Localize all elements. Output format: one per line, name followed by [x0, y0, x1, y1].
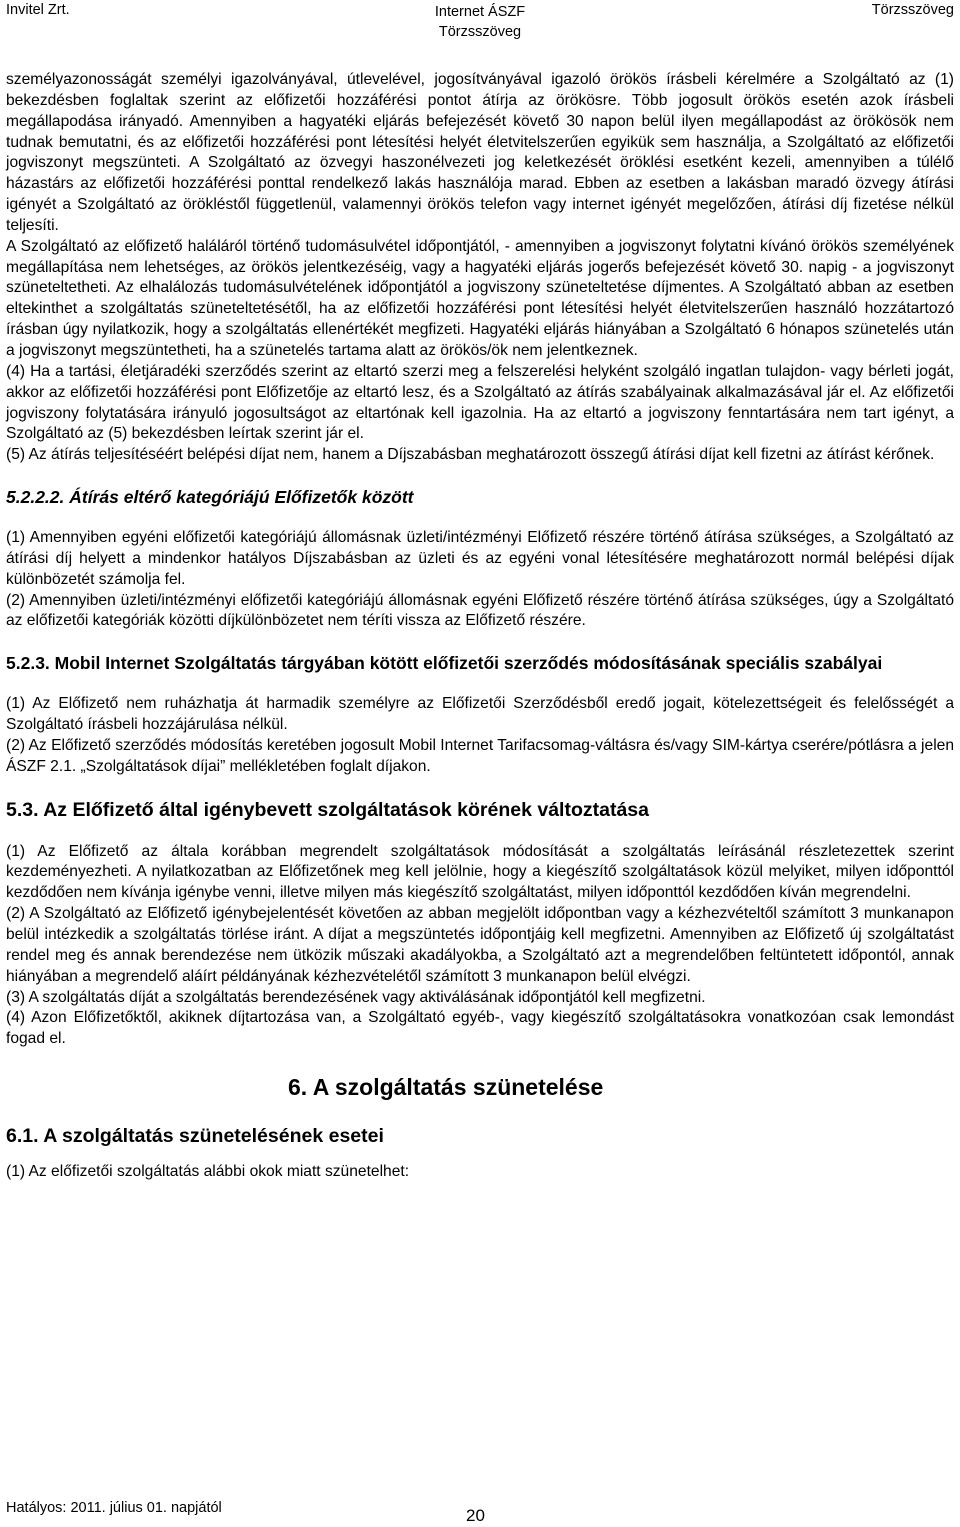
footer-effective-date: Hatályos: 2011. július 01. napjától — [6, 1500, 222, 1516]
paragraph: (1) Az Előfizető az általa korábban megrendelt szolgáltatások módosítását a szolgáltatás leírásánál részletezettek szerint kezdeményezheti. A nyilatkozatban az Előfizetőnek meg kell jelölnie, hogy a kiegészítő szolgáltatások közül melyiket, milyen időponttól kezdődően nem kívánja igénybe venni, illetve milyen más kiegészítő szolgáltatást, milyen időponttól kezdődően kíván megrendelni. — [6, 842, 954, 902]
header-center — [390, 2, 570, 42]
paragraph: (1) Az előfizetői szolgáltatás alábbi okok miatt szünetelhet: — [6, 1163, 410, 1181]
paragraph: személyazonosságát személyi igazolványával, útlevelével, jogosítványával igazoló örökös írásbeli kérelmére a Szolgáltató az (1) bekezdésben foglaltak szerint az előfizetői hozzáférési pontot átírja az örökösre. Több jogosult örökös esetén azok írásbeli megállapodása irányadó. Amennyiben a hagyatéki eljárás befejezését követő 30 napon belül ilyen megállapodást az örökösök nem tudnak bemutatni, és az előfizetői hozzáférési pont létesítési helyét életvitelszerűen egyikük sem használja, a Szolgáltató az előfizetői jogviszonyt megszünteti. A Szolgáltató az özvegyi haszonélvezeti jog keletkezését öröklési esetként kezeli, amennyiben a túlélő házastárs az előfizetői hozzáférési ponttal rendelkező lakás használója marad. Ebben az esetben a lakásban maradó özvegy átírási igényét a Szolgáltató az örökléstől függetlenül, valamennyi örökös telefon vagy internet igényét megelőzően, átírási díj fizetése nélkül teljesíti. — [6, 71, 954, 234]
header-company: Invitel Zrt. — [6, 2, 70, 18]
section-heading-5222: 5.2.2.2. Átírás eltérő kategóriájú Előfizetők között — [6, 487, 414, 508]
header-doc-subtitle: Törzsszöveg — [438, 24, 522, 40]
paragraph: (1) Az Előfizető nem ruházhatja át harmadik személyre az Előfizetői Szerződésből eredő jogait, kötelezettségeit és felelősségét a Szolgáltató írásbeli hozzájárulása nélkül. — [6, 695, 954, 734]
paragraph: (4) Azon Előfizetőktől, akiknek díjtartozása van, a Szolgáltató egyéb-, vagy kiegészítő szolgáltatásokra vonatkozóan csak lemondást fogad el. — [6, 1009, 954, 1048]
paragraph: (2) Amennyiben üzleti/intézményi előfizetői kategóriájú állomásnak egyéni Előfizető részére történő átírása szükséges, úgy a Szolgáltató az előfizetői kategóriák közötti díjkülönbözetet nem téríti vissza az Előfizető részére. — [6, 591, 954, 630]
page-number: 20 — [466, 1506, 485, 1525]
paragraph: (4) Ha a tartási, életjáradéki szerződés szerint az eltartó szerzi meg a felszerelési helyként szolgáló ingatlan tulajdon- vagy bérleti jogát, akkor az előfizetői hozzáférési pont Előfizetője az eltartó lesz, és a Szolgáltató az átírás szabályainak alkalmazásával jár el. Az előfizetői jogviszony folytatására irányuló jogosultságot az eltartónak kell igazolnia. Ha az eltartó a jogviszony fenntartására nem tart igényt, a Szolgáltató az (5) bekezdésben leírtak szerint jár el. — [6, 362, 954, 443]
page-header — [0, 0, 960, 52]
paragraph: (3) A szolgáltatás díját a szolgáltatás berendezésének vagy aktiválásának időpontjától kell megfizetni. — [6, 988, 706, 1006]
header-right: Törzsszöveg — [871, 2, 954, 18]
document-body — [6, 70, 954, 1183]
paragraph: (1) Amennyiben egyéni előfizetői kategóriájú állomásnak üzleti/intézményi Előfizető részére történő átírása szükséges, a Szolgáltató az átírási díj helyett a mindenkor hatályos Díjszabásban az üzleti és az egyéni vonal létesítésére meghatározott normál belépési díjak különbözetét számolja fel. — [6, 529, 954, 588]
chapter-heading-6: 6. A szolgáltatás szünetelése — [288, 1074, 604, 1101]
paragraph: (5) Az átírás teljesítéséért belépési díjat nem, hanem a Díjszabásban meghatározott összegű átírási díjat kell fizetni az átírást kérőnek. — [6, 446, 935, 464]
section-heading-61: 6.1. A szolgáltatás szünetelésének esetei — [6, 1125, 384, 1148]
section-heading-523: 5.2.3. Mobil Internet Szolgáltatás tárgyában kötött előfizetői szerződés módosításának speciális szabályai — [6, 653, 883, 674]
paragraph: (2) Az Előfizető szerződés módosítás keretében jogosult Mobil Internet Tarifacsomag-váltásra és/vagy SIM-kártya cserére/pótlásra a jelen ÁSZF 2.1. „Szolgáltatások díjai” mellékletében foglalt díjakon. — [6, 736, 954, 775]
section-heading-53: 5.3. Az Előfizető által igénybevett szolgáltatások körének változtatása — [6, 798, 649, 821]
paragraph: A Szolgáltató az előfizető haláláról történő tudomásulvétel időpontjától, - amennyiben a jogviszonyt folytatni kívánó örökös személyének megállapítása nem lehetséges, az örökös jelentkezéséig, vagy a hagyatéki eljárás jogerős befejezését követő 30. napig - a jogviszonyt szüneteltetheti. Az elhalálozás tudomásulvételének időpontjától a jogviszony szüneteltetése díjmentes. A Szolgáltató abban az esetben eltekinthet a szolgáltatás szüneteltetésétől, ha az előfizetői hozzáférési pont létesítési helyét életvitelszerűen használó hozzátartozó írásban úgy nyilatkozik, hogy a szolgáltatás ellenértékét megfizeti. Hagyatéki eljárás hiányában a Szolgáltató 6 hónapos szünetelés után a jogviszonyt megszüntetheti, ha a szünetelés tartama alatt az örökös/ök nem jelentkeznek. — [6, 237, 954, 359]
paragraph: (2) A Szolgáltató az Előfizető igénybejelentését követően az abban megjelölt időpontban vagy a kézhezvételtől számított 3 munkanapon belül intézkedik a szolgáltatás törlése iránt. A díjat a megszüntetés időpontjáig kell megfizetni. Amennyiben az Előfizető új szolgáltatást rendel meg és annak berendezése nem ütközik műszaki akadályokba, a Szolgáltató azt a megrendelőben feltüntetett időpontól, annak hiányában a megrendelő aláírt példányának kézhezvételétől számított 3 munkanapon belül elvégzi. — [6, 905, 954, 985]
header-doc-title: Internet ÁSZF — [434, 4, 526, 20]
